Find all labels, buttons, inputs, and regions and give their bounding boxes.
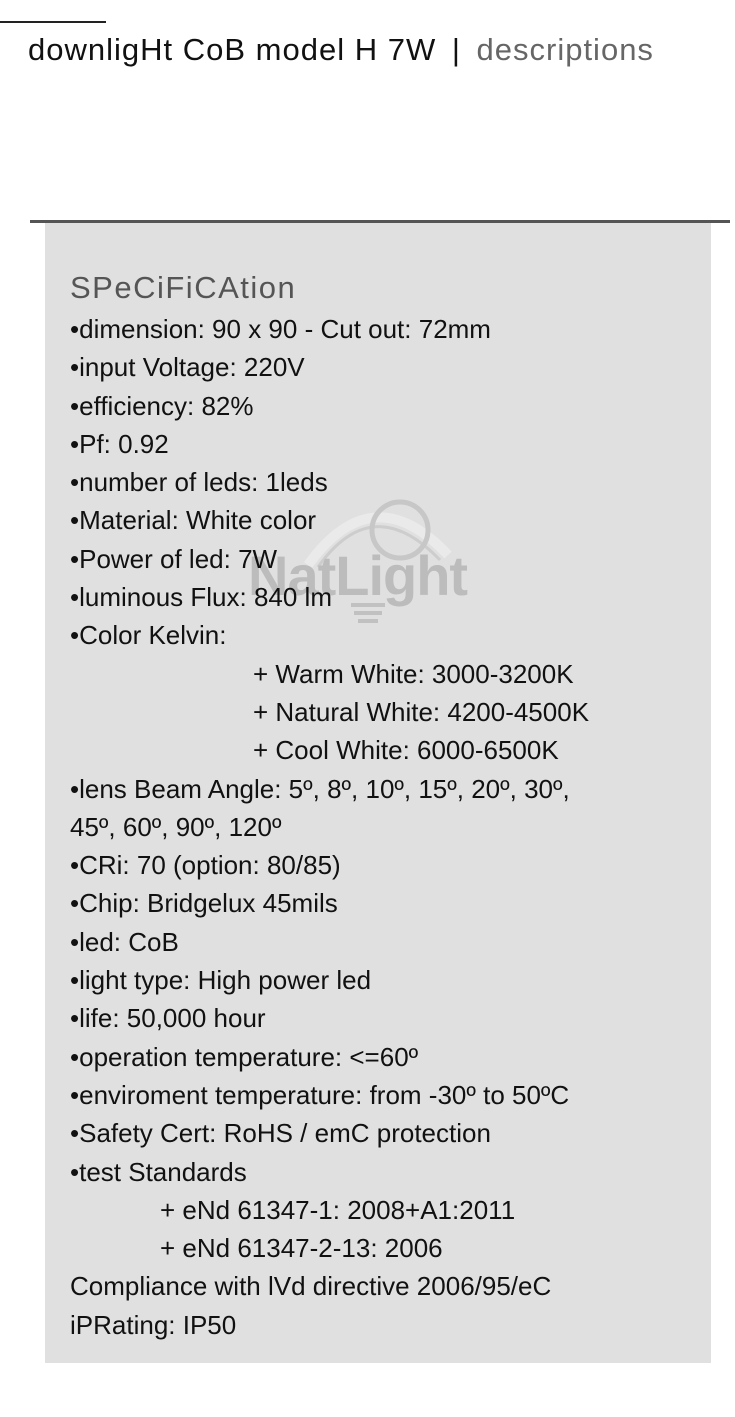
spec-line: Compliance with lVd directive 2006/95/eC: [70, 1271, 552, 1302]
section-label: descriptions: [476, 32, 654, 67]
page-header: [28, 32, 654, 68]
product-model: downligHt CoB model H 7W: [28, 32, 437, 67]
spec-line: •input Voltage: 220V: [70, 352, 305, 383]
top-rule: [0, 21, 106, 23]
spec-subline: + eNd 61347-1: 2008+A1:2011: [160, 1194, 516, 1225]
spec-line: •test Standards: [70, 1156, 247, 1187]
spec-subline: + Warm White: 3000-3200K: [253, 658, 574, 689]
spec-line: •efficiency: 82%: [70, 390, 254, 421]
spec-subline: + Natural White: 4200-4500K: [253, 696, 590, 727]
spec-line: •Material: White color: [70, 505, 317, 536]
spec-line: •CRi: 70 (option: 80/85): [70, 850, 341, 881]
spec-line: •Safety Cert: RoHS / emC protection: [70, 1118, 491, 1149]
spec-line: •Color Kelvin:: [70, 620, 227, 651]
watermark-text: NatLight: [248, 544, 468, 607]
spec-line: •life: 50,000 hour: [70, 1003, 266, 1034]
spec-line: •Pf: 0.92: [70, 428, 169, 459]
spec-subline: + Cool White: 6000-6500K: [253, 735, 559, 766]
spec-line: •operation temperature: <=60º: [70, 1041, 419, 1072]
spec-line: •lens Beam Angle: 5º, 8º, 10º, 15º, 20º, 30º,: [70, 773, 570, 804]
spec-line: 45º, 60º, 90º, 120º: [70, 811, 282, 842]
spec-line: •led: CoB: [70, 926, 179, 957]
header-separator: |: [451, 32, 461, 67]
spec-line: •light type: High power led: [70, 965, 372, 996]
spec-line: •number of leds: 1leds: [70, 467, 328, 498]
spec-title: SPeCiFiCAtion: [70, 270, 297, 305]
spec-line: •Chip: Bridgelux 45mils: [70, 888, 338, 919]
spec-subline: + eNd 61347-2-13: 2006: [160, 1233, 443, 1264]
spec-line: iPRating: IP50: [70, 1309, 237, 1340]
spec-list: [70, 310, 589, 1344]
spec-line: •dimension: 90 x 90 - Cut out: 72mm: [70, 314, 491, 344]
spec-line: •luminous Flux: 840 lm: [70, 582, 332, 613]
spec-line: •Power of led: 7W: [70, 543, 278, 574]
spec-line: •enviroment temperature: from -30º to 50ºC: [70, 1079, 570, 1110]
